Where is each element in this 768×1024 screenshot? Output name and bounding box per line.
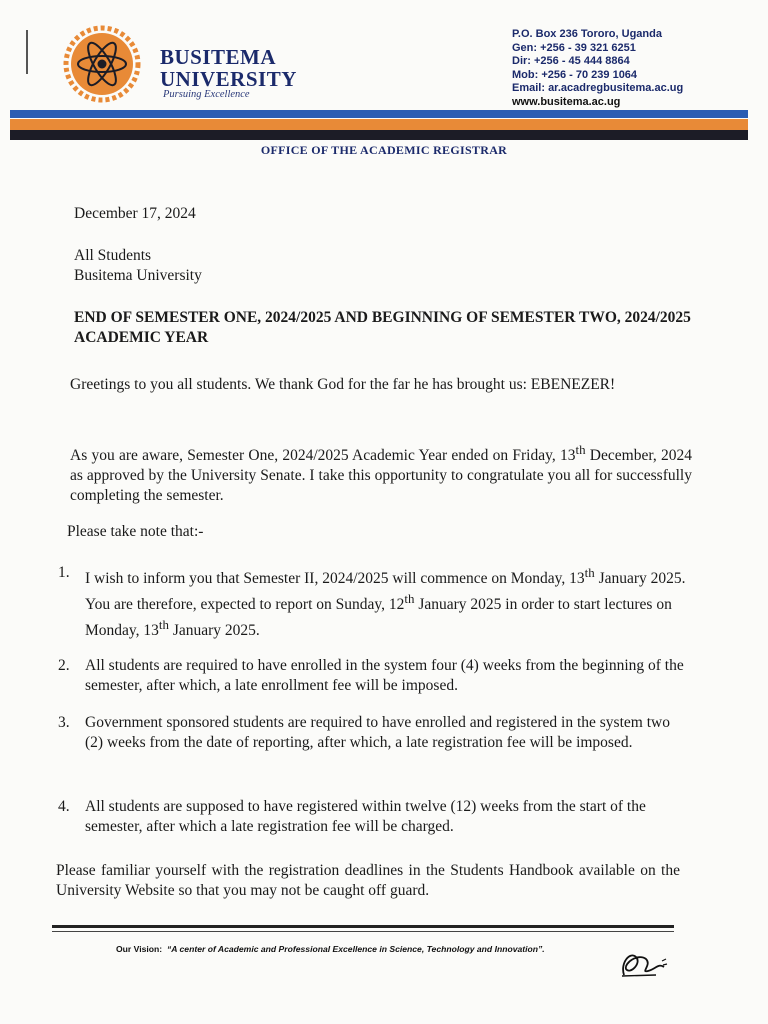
university-logo-icon [58,25,146,103]
contact-gen-phone: Gen: +256 - 39 321 6251 [512,41,636,54]
list-item-text: All students are supposed to have registered within twelve (12) weeks from the start of the semester, after which a late registration fee will be charged. [85,798,646,835]
university-name-line2: UNIVERSITY [160,67,297,91]
semester-end-paragraph [70,440,692,506]
list-item-number: 1. [58,564,70,581]
list-item-text: All students are required to have enrolled in the system four (4) weeks from the beginning of the semester, after which, a late enrollment fee will be imposed. [85,657,684,694]
letterhead-band-dark [10,130,748,140]
note-intro: Please take note that:- [67,523,204,540]
office-title: OFFICE OF THE ACADEMIC REGISTRAR [260,143,508,157]
item1-sup2: th [404,591,415,607]
list-item [58,797,688,837]
footer-rule [52,925,674,928]
list-item [58,656,688,696]
signature-icon [616,945,672,981]
contact-email: Email: ar.acadregbusitema.ac.ug [512,82,684,95]
vision-statement [116,944,545,954]
list-item-text: Government sponsored students are required to have enrolled and registered in the system two (2) weeks from the date of reporting, after which, a late registration fee will be imposed. [85,714,670,751]
footer-rule-thin [52,931,674,932]
letterhead-band-orange [10,119,748,130]
closing-paragraph: Please familiar yourself with the registration deadlines in the Students Handbook available on the University Website so that you may not be caught off guard. [56,862,680,899]
university-name [160,46,297,90]
vision-label: Our Vision: [116,944,163,954]
list-item [58,713,688,753]
para1-part-a: As you are aware, Semester One, 2024/2025 Academic Year ended on Friday, 13 [70,447,576,465]
letterhead-band-blue [10,110,748,118]
list-item-number: 4. [58,798,70,815]
item1-part-c: January 2025 in order to start lectures on Monday, 13 [85,596,672,640]
list-item-number: 2. [58,657,70,674]
letter-recipient [74,246,202,286]
para1-superscript: th [575,442,586,457]
para1-part-b: December, 2024 as approved by the University Senate. I take this opportunity to congratulate you all for successfully completing the semester. [70,447,692,505]
contact-website: www.busitema.ac.ug [512,95,621,108]
greeting-paragraph: Greetings to you all students. We thank God for the far he has brought us: EBENEZER! [70,376,616,393]
university-motto: Pursuing Excellence [163,89,250,100]
university-name-line1: BUSITEMA [160,45,277,69]
recipient-line2: Busitema University [74,267,202,284]
contact-block [512,28,683,110]
item1-part-b: January 2025. You are therefore, expected to report on Sunday, 12 [85,570,686,614]
item1-sup3: th [158,617,169,633]
scan-artifact-mark [26,30,28,74]
letter-date: December 17, 2024 [74,205,196,222]
list-item-number: 3. [58,714,70,731]
list-item-text [85,563,688,641]
contact-dir-phone: Dir: +256 - 45 444 8864 [512,55,630,68]
contact-mob-phone: Mob: +256 - 70 239 1064 [512,68,638,81]
vision-text: “A center of Academic and Professional Excellence in Science, Technology and Innovation”. [166,944,545,954]
recipient-line1: All Students [74,247,152,264]
item1-part-a: I wish to inform you that Semester II, 2024/2025 will commence on Monday, 13 [85,570,585,588]
item1-part-d: January 2025. [168,622,260,640]
item1-sup1: th [584,565,595,580]
letter-subject: END OF SEMESTER ONE, 2024/2025 AND BEGINNING OF SEMESTER TWO, 2024/2025 ACADEMIC YEAR [74,309,691,346]
contact-po-box: P.O. Box 236 Tororo, Uganda [512,28,662,40]
list-item [58,563,688,641]
